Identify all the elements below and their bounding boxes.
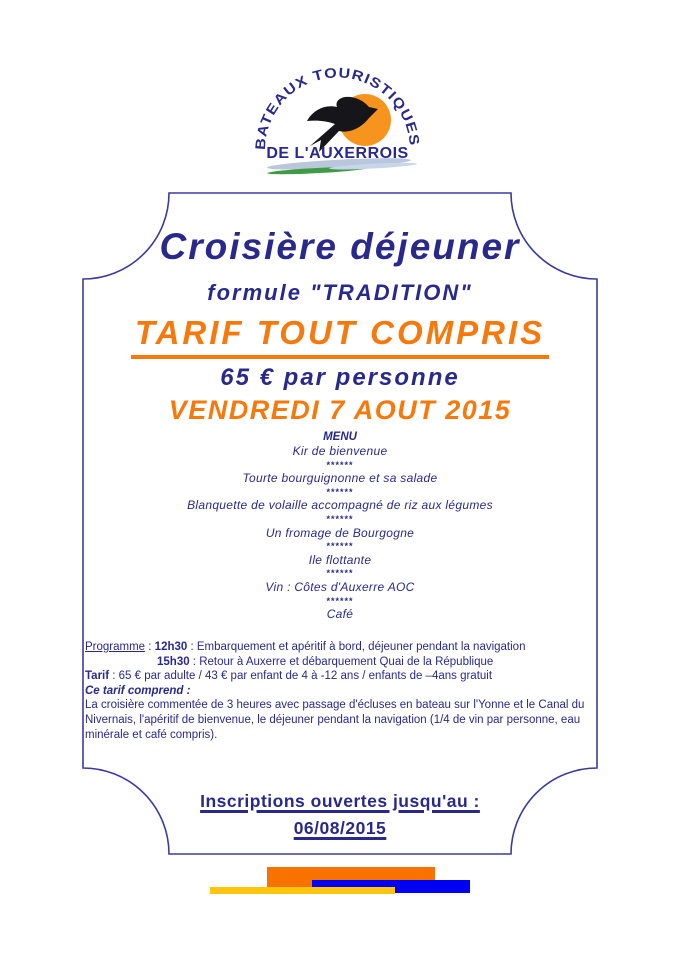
menu-item: Café [326,607,354,622]
tarif-heading-row [0,314,680,359]
menu-item: Ile flottante [308,552,372,567]
programme-line-2 [85,655,593,670]
menu-separator: ****** [326,595,354,606]
menu-separator: ****** [326,513,354,524]
inscription-deadline: 06/08/2015 [293,817,387,838]
inscriptions-block [0,789,680,842]
logo [251,64,423,176]
tarif-heading: TARIF TOUT COMPRIS [131,314,549,359]
menu-heading: MENU [323,431,357,443]
menu-separator: ****** [326,459,354,470]
time-12h30: 12h30 [154,641,188,653]
logo-graphic [251,64,423,176]
menu-item: Kir de bienvenue [292,444,388,458]
menu-separator: ****** [326,541,354,552]
bar-yellow [210,887,395,894]
date-line: VENDREDI 7 AOUT 2015 [168,395,512,425]
menu-item: Blanquette de volaille accompagné de riz aux légumes [187,498,493,513]
page-title: Croisière déjeuner [159,226,521,267]
programme-line1-text: : Embarquement et apéritif à bord, déjeuner pendant la navigation [187,641,526,653]
menu-item: Un fromage de Bourgogne [265,525,415,540]
programme-block [85,640,593,742]
price-line: 65 € par personne [220,364,460,391]
programme-line-1 [85,640,593,655]
menu-item: Vin : Côtes d'Auxerre AOC [265,579,415,594]
menu-separator: ****** [326,486,354,497]
tarif-label: Tarif [85,670,110,683]
inscription-line: Inscriptions ouvertes jusqu'au : [200,791,480,811]
menu-section [0,430,680,622]
programme-label-sep: : [145,641,155,653]
includes-text: La croisière commentée de 3 heures avec passage d'écluses en bateau sur l'Yonne et le Canal du Nivernais, l'apéritif de bienvenue, le déjeuner pendant la navigation (1/4 de vin par personne, eau minérale et café compris). [85,699,585,741]
time-15h30: 15h30 [157,655,190,668]
menu-separator: ****** [326,568,354,579]
programme-label: Programme [85,641,146,653]
menu-item: Tourte bourguignonne et sa salade [242,471,438,486]
formula-subtitle: formule "TRADITION" [207,280,473,305]
logo-arc-text: BATEAUX TOURISTIQUES [251,64,423,151]
menu-list [0,445,680,622]
tarif-line-text: : 65 € par adulte / 43 € par enfant de 4 à -12 ans / enfants de –4ans gratuit [109,670,493,683]
logo-name-text: DE L'AUXERROIS [266,145,409,162]
tarif-line [85,669,593,684]
includes-label: Ce tarif comprend : [85,684,191,697]
programme-line2-text: : Retour à Auxerre et débarquement Quai de la République [189,655,494,668]
